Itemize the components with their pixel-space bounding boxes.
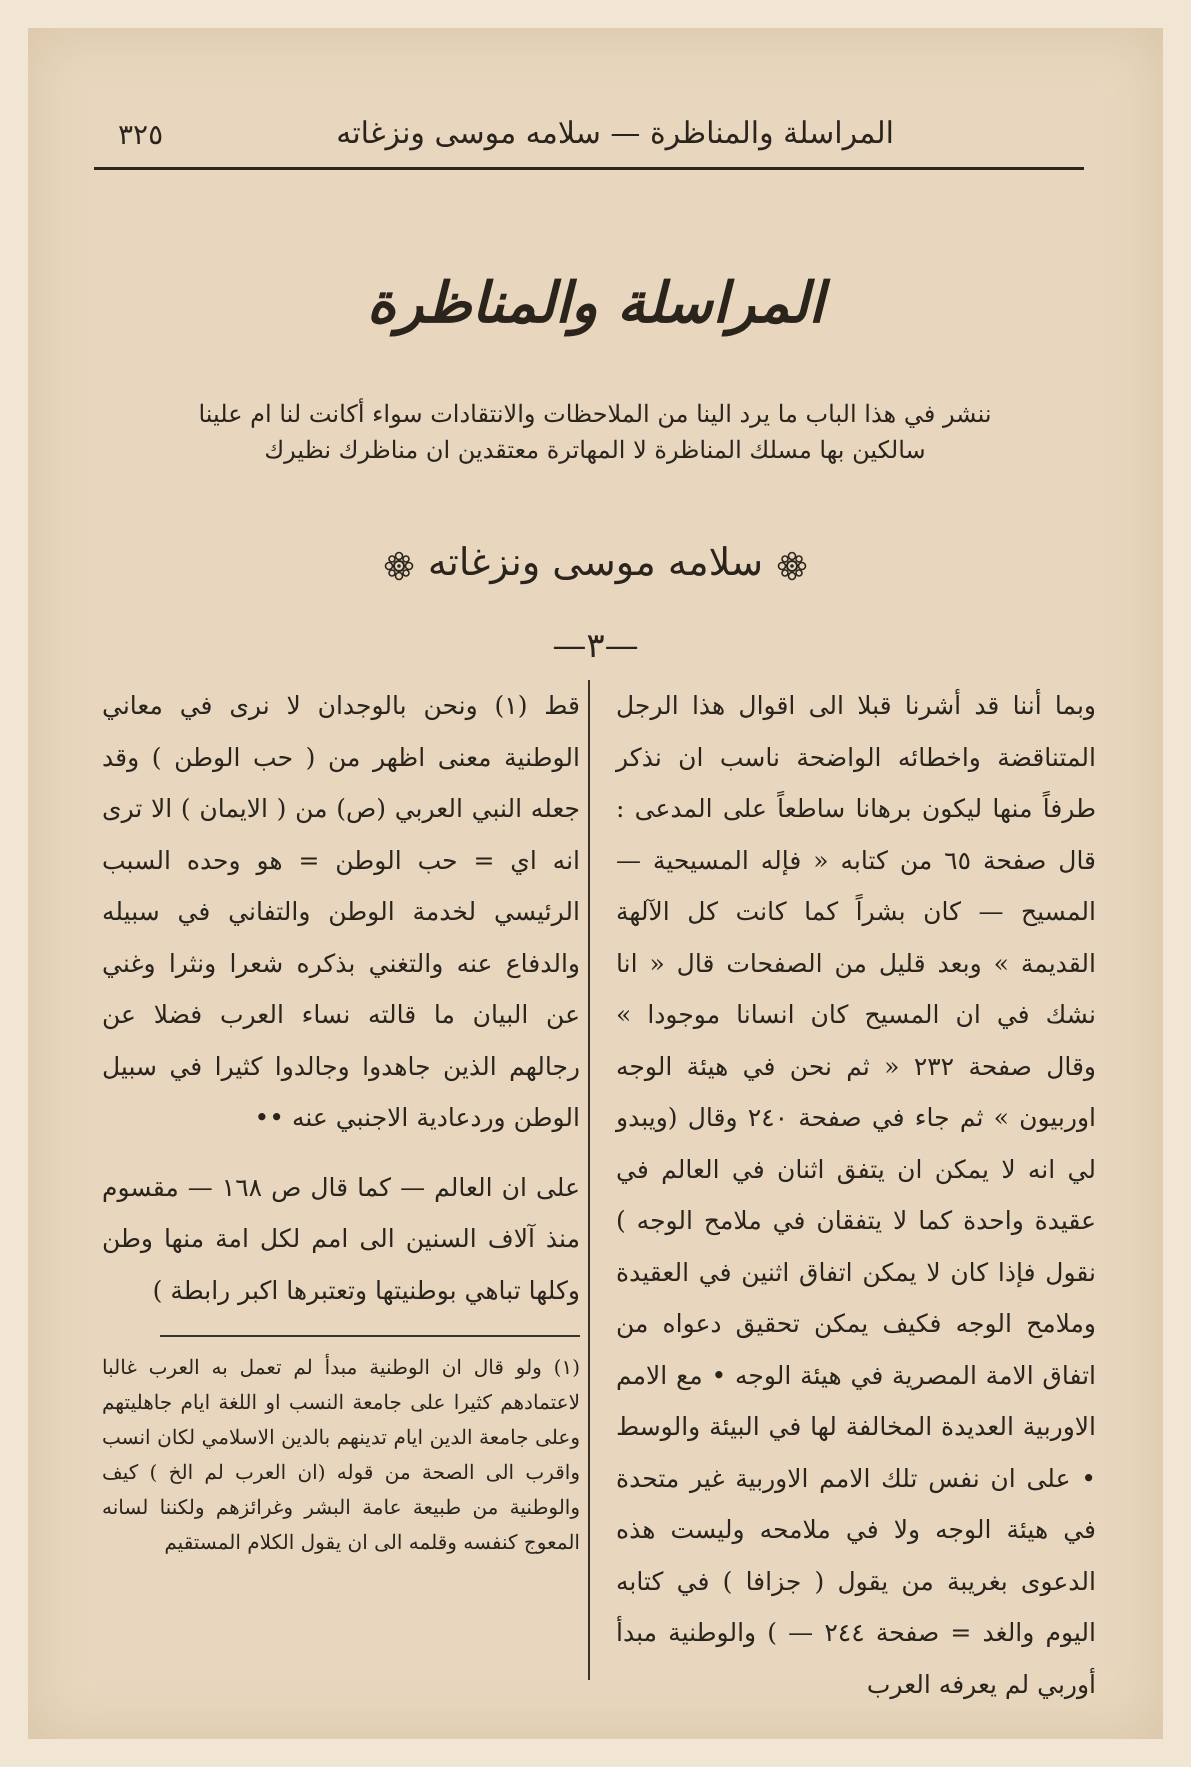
footnote: (١) ولو قال ان الوطنية مبدأ لم تعمل به العرب غالبا لاعتمادهم كثيرا على جامعة النسب او اللغة ايام جاهليتهم وعلى جامعة الدين ايام تدينهم بالدين الاسلامي لكان انسب واقرب الى الصحة من قوله (ان العرب لم الخ ) كيف والوطنية من طبيعة عامة البشر وغرائزهم ولكننا لسانه المعوج كنفسه وقلمه الى ان يقول الكلام المستقيم — [102, 1355, 580, 1554]
page-number: ٣٢٥ — [118, 118, 164, 151]
running-title: المراسلة والمناظرة — سلامه موسى ونزغاته — [336, 116, 894, 151]
section-intro — [150, 396, 1040, 468]
article-title: سلامه موسى ونزغاته — [427, 540, 764, 584]
article-title-row — [0, 540, 1191, 584]
flower-ornament-icon — [775, 549, 809, 583]
running-header — [94, 112, 1084, 164]
header-rule — [94, 167, 1084, 170]
flower-ornament-icon — [382, 549, 416, 583]
body-paragraph: قط (١) ونحن بالوجدان لا نرى في معاني الوطنية معنى اظهر من ( حب الوطن ) وقد جعله النبي العربي (ص) من ( الايمان ) الا ترى انه اي = حب الوطن = هو وحده السبب الرئيسي لخدمة الوطن والتفاني في سبيله والدفاع عنه والتغني بذكره شعرا ونثرا وغني عن البيان ما قالته نساء العرب فضلا عن رجالهم الذين جاهدوا وجالدوا كثيرا في سبيل الوطن وردعادية الاجنبي عنه •• — [102, 691, 580, 1132]
intro-line: ننشر في هذا الباب ما يرد الينا من الملاحظات والانتقادات سواء أكانت لنا ام علينا — [198, 400, 992, 428]
intro-line: سالكين بها مسلك المناظرة لا المهاترة معتقدين ان مناظرك نظيرك — [264, 436, 926, 464]
section-title: المراسلة والمناظرة — [366, 270, 825, 336]
column-divider — [588, 680, 590, 1680]
part-number: —٣— — [552, 626, 639, 666]
body-paragraph: على ان العالم — كما قال ص ١٦٨ — مقسوم منذ آلاف السنين الى امم لكل امة منها وطن وكلها تباهي بوطنيتها وتعتبرها اكبر رابطة ) — [102, 1172, 580, 1305]
body-paragraph: وبما أننا قد أشرنا قبلا الى اقوال هذا الرجل المتناقضة واخطائه الواضحة ناسب ان نذكر طرفاً منها ليكون برهانا ساطعاً على المدعى : قال صفحة ٦٥ من كتابه « فإله المسيحية — المسيح — كان بشراً كما كانت كل الآلهة القديمة » وبعد قليل من الصفحات قال « انا نشك في ان المسيح كان انسانا موجودا » وقال صفحة ٢٣٢ « ثم نحن في هيئة الوجه اوربيون » ثم جاء في صفحة ٢٤٠ وقال (ويبدو لي انه لا يمكن ان يتفق اثنان في العالم في عقيدة واحدة كما لا يتفقان في ملامح الوجه ) نقول فإذا كان لا يمكن اتفاق اثنين في العقيدة وملامح الوجه فكيف يمكن تحقيق دعواه من اتفاق الامة المصرية في هيئة الوجه • مع الامم الاوربية العديدة المخالفة لها في البيئة والوسط • على ان نفس تلك الامم الاوربية غير متحدة في هيئة الوجه ولا في ملامحه وليست هذه الدعوى بغريبة من يقول ( جزافا ) في كتابه اليوم والغد = صفحة ٢٤٤ — ) والوطنية مبدأ أوربي لم يعرفه العرب — [616, 691, 1097, 1699]
footnote-rule — [160, 1335, 580, 1337]
right-column — [616, 680, 1096, 1710]
left-column — [102, 680, 580, 1316]
